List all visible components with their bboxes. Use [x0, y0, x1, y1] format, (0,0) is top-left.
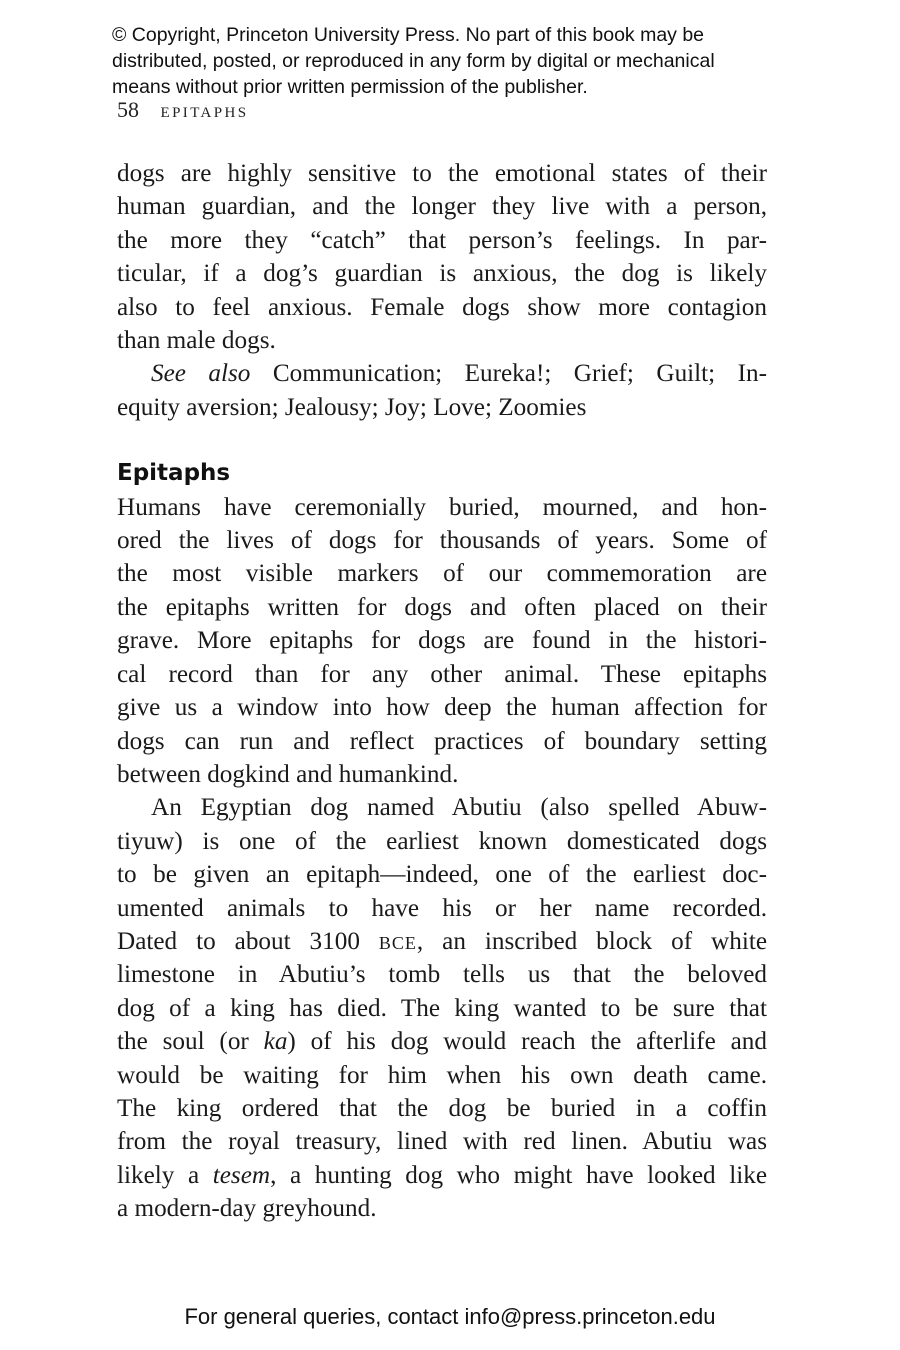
text-line: human guardian, and the longer they live with a person,	[117, 193, 767, 221]
text-line: also to feel anxious. Female dogs show more contagion	[117, 293, 767, 321]
text-line: give us a window into how deep the human affection for	[117, 694, 767, 722]
running-head-title: epitaphs	[160, 97, 249, 122]
copyright-line: distributed, posted, or reproduced in any form by digital or mechanical	[112, 50, 715, 72]
text-line: umented animals to have his or her name recorded.	[117, 894, 767, 922]
text-run: Dated to about 3100	[117, 927, 379, 955]
text-line: dog of a king has died. The king wanted to be sure that	[117, 994, 767, 1022]
text-line: dogs are highly sensitive to the emotional states of their	[117, 160, 767, 187]
text-run: , an inscribed block of white	[416, 927, 767, 955]
text-run: likely a	[117, 1161, 213, 1189]
text-line: An Egyptian dog named Abutiu (also spelled Abuw-	[151, 794, 767, 822]
text-run: ) of his dog would reach the afterlife and	[287, 1028, 767, 1056]
see-also-label: See also	[151, 360, 251, 388]
italic-term: ka	[263, 1028, 288, 1056]
text-line: The king ordered that the dog be buried in a coffin	[117, 1094, 767, 1122]
text-run: the soul (or	[117, 1028, 264, 1056]
text-line: ticular, if a dog’s guardian is anxious, the dog is likely	[117, 260, 767, 288]
see-also-items: Communication; Eureka!; Grief; Guilt; In-	[250, 360, 767, 388]
text-line: than male dogs.	[117, 327, 276, 355]
text-line	[117, 1159, 767, 1192]
entry-paragraph-1	[117, 491, 767, 792]
text-line: Humans have ceremonially buried, mourned, and hon-	[117, 493, 767, 521]
text-line: cal record than for any other animal. These epitaphs	[117, 660, 767, 688]
text-line: dogs can run and reflect practices of boundary setting	[117, 727, 767, 755]
see-also-paragraph	[117, 357, 767, 424]
copyright-notice	[112, 22, 812, 100]
footer-contact	[0, 1303, 900, 1331]
text-line: grave. More epitaphs for dogs are found in the histori-	[117, 627, 767, 655]
running-head	[117, 96, 249, 124]
text-line: to be given an epitaph—indeed, one of the earliest doc-	[117, 861, 767, 889]
text-line: limestone in Abutiu’s tomb tells us that the beloved	[117, 961, 767, 989]
italic-term: tesem	[212, 1161, 271, 1189]
footer-text: For general queries, contact info@press.princeton.edu	[184, 1304, 716, 1329]
page-number: 58	[117, 97, 139, 122]
copyright-line: means without prior written permission of the publisher.	[112, 76, 588, 98]
text-line: equity aversion; Jealousy; Joy; Love; Zoomies	[117, 393, 587, 421]
text-line: ored the lives of dogs for thousands of years. Some of	[117, 527, 767, 555]
copyright-line: © Copyright, Princeton University Press. No part of this book may be	[112, 24, 705, 46]
text-line: a modern-day greyhound.	[117, 1195, 377, 1223]
entry-heading: Epitaphs	[117, 460, 231, 487]
text-line: between dogkind and humankind.	[117, 760, 459, 788]
text-line	[117, 925, 767, 958]
page-body	[117, 157, 767, 1226]
text-line	[117, 357, 767, 390]
text-line	[117, 1025, 767, 1058]
text-line: tiyuw) is one of the earliest known domesticated dogs	[117, 827, 767, 855]
text-line: would be waiting for him when his own death came.	[117, 1061, 767, 1089]
text-line: the more they “catch” that person’s feelings. In par-	[117, 226, 767, 254]
text-line: the most visible markers of our commemoration are	[117, 560, 767, 588]
text-line: the epitaphs written for dogs and often placed on their	[117, 593, 767, 621]
text-run: , a hunting dog who might have looked like	[270, 1161, 767, 1189]
text-line: from the royal treasury, lined with red linen. Abutiu was	[117, 1128, 767, 1156]
era-abbreviation: bce	[378, 927, 417, 955]
continuation-paragraph	[117, 157, 767, 357]
entry-paragraph-2	[117, 791, 767, 1225]
